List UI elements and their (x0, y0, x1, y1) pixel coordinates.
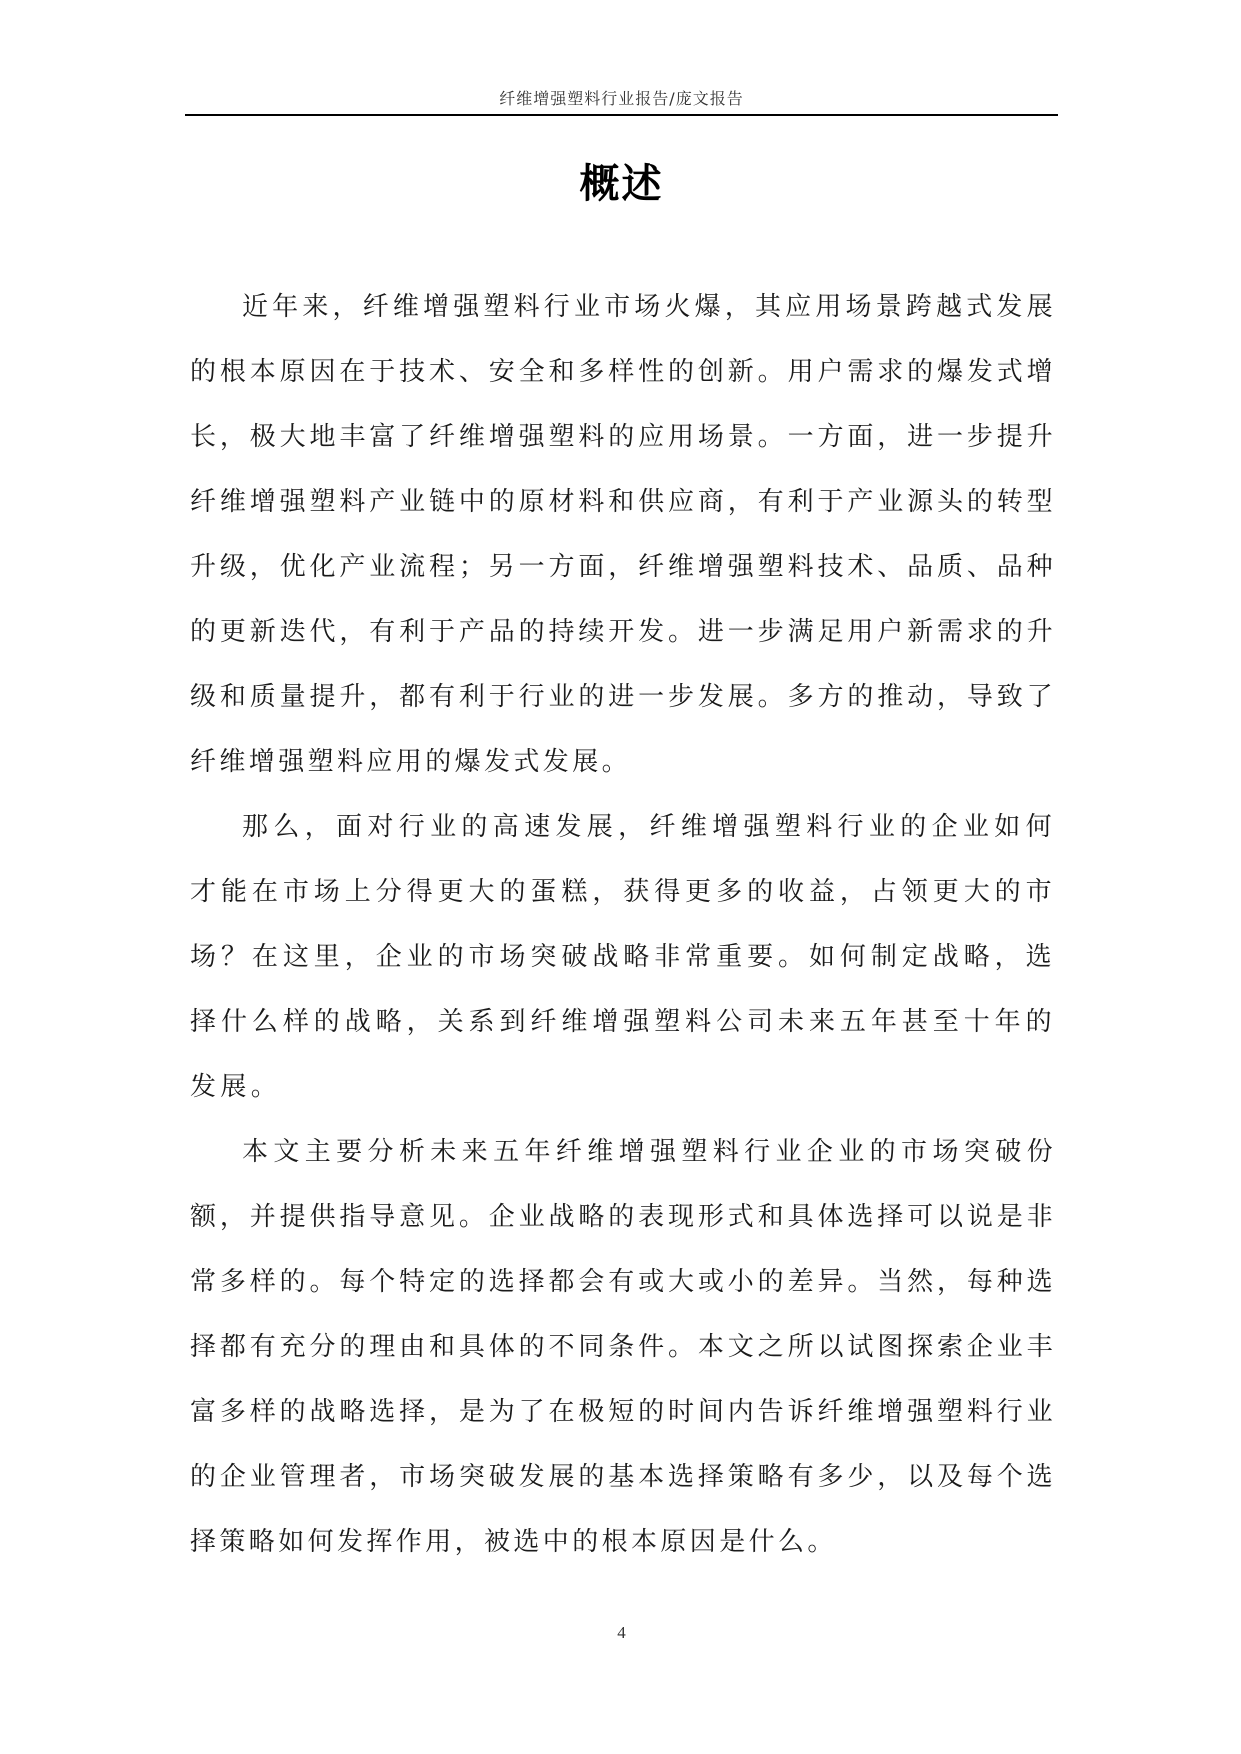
paragraph-3: 本文主要分析未来五年纤维增强塑料行业企业的市场突破份额，并提供指导意见。企业战略的表现形式和具体选择可以说是非常多样的。每个特定的选择都会有或大或小的差异。当然，每种选择都有充分的理由和具体的不同条件。本文之所以试图探索企业丰富多样的战略选择，是为了在极短的时间内告诉纤维增强塑料行业的企业管理者，市场突破发展的基本选择策略有多少，以及每个选择策略如何发挥作用，被选中的根本原因是什么。 (190, 1137, 1056, 1557)
section-title: 概述 (579, 161, 664, 207)
paragraph-2: 那么，面对行业的高速发展，纤维增强塑料行业的企业如何才能在市场上分得更大的蛋糕，获得更多的收益，占领更大的市场？在这里，企业的市场突破战略非常重要。如何制定战略，选择什么样的战略，关系到纤维增强塑料公司未来五年甚至十年的发展。 (190, 812, 1056, 1102)
running-header: 纤维增强塑料行业报告/庞文报告 (499, 89, 744, 108)
header-divider (185, 114, 1058, 116)
page-number: 4 (617, 1623, 626, 1642)
paragraph-1: 近年来，纤维增强塑料行业市场火爆，其应用场景跨越式发展的根本原因在于技术、安全和多样性的创新。用户需求的爆发式增长，极大地丰富了纤维增强塑料的应用场景。一方面，进一步提升纤维增强塑料产业链中的原材料和供应商，有利于产业源头的转型升级，优化产业流程；另一方面，纤维增强塑料技术、品质、品种的更新迭代，有利于产品的持续开发。进一步满足用户新需求的升级和质量提升，都有利于行业的进一步发展。多方的推动，导致了纤维增强塑料应用的爆发式发展。 (190, 292, 1056, 777)
body-text (190, 275, 1056, 1575)
